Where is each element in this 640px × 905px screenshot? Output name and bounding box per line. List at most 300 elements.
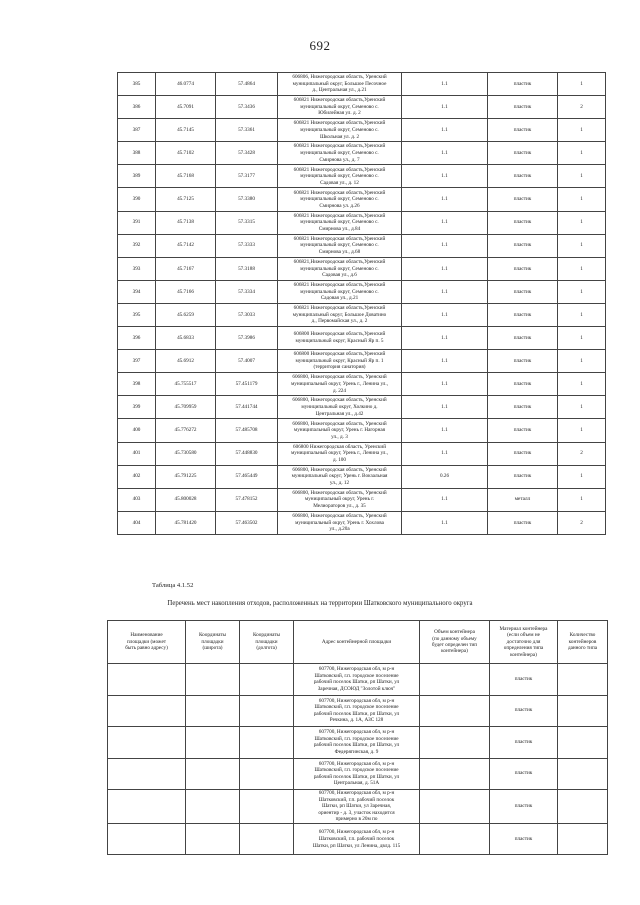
- address-cell-line: муниципальный округ, Урень г. Вокзальная: [291, 473, 388, 480]
- column-header: [490, 621, 558, 664]
- row-number-cell-line: 402: [132, 473, 141, 480]
- longitude-cell-line: 57.451179: [235, 380, 258, 387]
- latitude-cell-line: 45.7166: [177, 288, 194, 295]
- address-cell-line: муниципальный округ, Урень г., Ленина ул.,: [290, 380, 388, 387]
- address-cell-line: 606821 Нижегородская область,Уренский: [293, 305, 386, 312]
- column-header-line: достаточно для: [506, 638, 541, 645]
- address-cell: [278, 511, 402, 534]
- address-cell-line: 606821 Нижегородская область,Уренский: [293, 282, 386, 288]
- latitude-cell: [156, 419, 216, 442]
- longitude-cell: [240, 790, 294, 824]
- longitude-cell-line: 57.4007: [238, 357, 255, 364]
- latitude-cell: [156, 303, 216, 326]
- count-cell: [558, 142, 606, 165]
- volume-cell: [402, 188, 488, 211]
- count-cell-line: 2: [580, 450, 583, 457]
- count-cell: [558, 234, 606, 257]
- row-number-cell: [118, 442, 156, 465]
- column-header-line: площадки: [255, 638, 278, 645]
- table-row: [118, 488, 606, 511]
- address-cell: [278, 419, 402, 442]
- material-cell: [488, 96, 558, 119]
- longitude-cell: [240, 664, 294, 696]
- page-number: 692: [309, 38, 331, 53]
- address-cell-line: муниципальный округ, Урень г. Нагорная: [293, 427, 386, 434]
- material-cell-line: пластик: [514, 738, 533, 745]
- row-number-cell: [118, 303, 156, 326]
- longitude-cell-line: 57.465449: [235, 473, 258, 480]
- address-cell: [278, 350, 402, 373]
- row-number-cell: [118, 373, 156, 396]
- row-number-cell-line: 390: [132, 196, 141, 203]
- count-cell-line: 1: [580, 288, 583, 295]
- row-number-cell-line: 401: [132, 450, 141, 457]
- count-cell: [558, 280, 606, 303]
- volume-cell-line: 1.1: [441, 173, 448, 180]
- material-cell-line: пластик: [514, 707, 533, 714]
- address-cell-line: муниципальный округ, Семеново с.: [300, 242, 379, 249]
- table-row: [108, 727, 608, 759]
- volume-cell: [402, 511, 488, 534]
- table-row: [118, 350, 606, 373]
- longitude-cell: [216, 373, 278, 396]
- table-row: [118, 396, 606, 419]
- longitude-cell: [240, 823, 294, 855]
- latitude-cell-line: 46.0774: [177, 80, 194, 87]
- count-cell-line: 1: [580, 150, 583, 157]
- longitude-cell: [216, 73, 278, 96]
- column-header-line: (по данному объему: [432, 635, 477, 642]
- address-cell-line: 606800, Нижегородская область, Уренский: [292, 374, 387, 381]
- address-cell: [294, 664, 420, 696]
- column-header-line: контейнера): [510, 651, 537, 658]
- material-cell-line: пластик: [514, 835, 533, 842]
- table-row: [108, 790, 608, 824]
- material-cell: [490, 790, 558, 824]
- count-cell: [558, 727, 608, 759]
- address-cell: [278, 142, 402, 165]
- material-cell: [488, 211, 558, 234]
- volume-cell: [402, 373, 488, 396]
- material-cell-line: пластик: [513, 103, 532, 110]
- latitude-cell-line: 45.6259: [177, 311, 194, 318]
- address-cell-line: муниципальный округ, Семеново с.: [300, 265, 379, 272]
- row-number-cell-line: 404: [132, 519, 141, 526]
- row-number-cell: [118, 73, 156, 96]
- material-cell-line: пластик: [514, 770, 533, 777]
- volume-cell: [402, 442, 488, 465]
- material-cell: [488, 165, 558, 188]
- table-row: [108, 695, 608, 727]
- count-cell: [558, 465, 606, 488]
- address-cell-line: муниципальный округ, Семеново с.: [300, 288, 379, 295]
- longitude-cell-line: 57.478152: [235, 496, 258, 503]
- address-cell-line: Смирнова ул. д.26: [319, 202, 360, 209]
- longitude-cell: [240, 727, 294, 759]
- row-number-cell-line: 403: [132, 496, 141, 503]
- count-cell-line: 1: [580, 80, 583, 87]
- material-cell: [488, 396, 558, 419]
- longitude-cell: [216, 119, 278, 142]
- volume-cell: [402, 165, 488, 188]
- volume-cell-line: 1.1: [441, 196, 448, 203]
- address-cell: [278, 234, 402, 257]
- address-cell-line: муниципальный округ, Семеново с.: [300, 173, 379, 180]
- address-cell-line: 606821 Нижегородская область,Уренский: [293, 143, 386, 150]
- row-number-cell: [118, 142, 156, 165]
- address-cell-line: муниципальный округ, Красный Яр п. 1: [295, 357, 384, 364]
- latitude-cell-line: 45.7168: [177, 173, 194, 180]
- longitude-cell: [216, 96, 278, 119]
- material-cell-line: пластик: [513, 380, 532, 387]
- count-cell: [558, 303, 606, 326]
- count-cell: [558, 511, 606, 534]
- latitude-cell-line: 45.776272: [174, 427, 197, 434]
- longitude-cell: [216, 188, 278, 211]
- waste-sites-table-uren: [117, 72, 606, 535]
- column-header-line: данного типа: [567, 645, 598, 652]
- volume-cell-line: 1.1: [441, 150, 448, 157]
- address-cell-line: 606821 Нижегородская область,Уренский: [293, 235, 386, 242]
- site-name-cell: [108, 695, 186, 727]
- address-cell-line: муниципальный округ, Семеново с.: [300, 219, 379, 226]
- row-number-cell: [118, 511, 156, 534]
- column-header: [186, 621, 240, 664]
- address-cell: [278, 465, 402, 488]
- longitude-cell: [216, 396, 278, 419]
- count-cell-line: 1: [580, 311, 583, 318]
- row-number-cell: [118, 488, 156, 511]
- address-cell-line: 607700, Нижегородская обл, м р-н: [318, 729, 395, 736]
- address-cell-line: Федерягинская, д. 9: [334, 748, 379, 755]
- latitude-cell-line: 45.709959: [174, 404, 197, 411]
- volume-cell-line: 1.1: [441, 311, 448, 318]
- material-cell-line: пластик: [513, 311, 532, 318]
- site-name-cell: [108, 664, 186, 696]
- volume-cell-line: 1.1: [441, 242, 448, 249]
- column-header-line: Координаты: [252, 632, 281, 639]
- address-cell: [294, 758, 420, 790]
- address-cell-line: 606800, Нижегородская область, Уренский: [292, 397, 387, 404]
- material-cell-line: пластик: [513, 126, 532, 133]
- address-cell-line: Речкина, д. 1А, АЗС 128: [329, 717, 384, 724]
- row-number-cell: [118, 465, 156, 488]
- longitude-cell-line: 57.3333: [238, 242, 255, 249]
- column-header: [294, 621, 420, 664]
- volume-cell-line: 1.1: [441, 519, 448, 526]
- latitude-cell-line: 45.6833: [177, 334, 194, 341]
- address-cell-line: 607700, Нижегородская обл, м р-н: [318, 790, 395, 796]
- latitude-cell-line: 45.6912: [177, 357, 194, 364]
- volume-cell: [420, 758, 490, 790]
- row-number-cell: [118, 211, 156, 234]
- count-cell: [558, 396, 606, 419]
- longitude-cell-line: 57.3188: [238, 265, 255, 272]
- address-cell: [278, 73, 402, 96]
- volume-cell: [402, 465, 488, 488]
- count-cell-line: 1: [580, 496, 583, 503]
- count-cell: [558, 442, 606, 465]
- site-name-cell: [108, 790, 186, 824]
- table-row: [118, 442, 606, 465]
- longitude-cell-line: 57.485708: [235, 427, 258, 434]
- count-cell: [558, 327, 606, 350]
- row-number-cell-line: 386: [132, 103, 141, 110]
- address-cell-line: Школьная ул. д. 2: [319, 133, 360, 140]
- row-number-cell: [118, 257, 156, 280]
- address-cell-line: Шатковский, г.п. рабочий поселок: [318, 796, 395, 803]
- table-row: [108, 823, 608, 855]
- count-cell-line: 1: [580, 427, 583, 434]
- longitude-cell-line: 57.441744: [235, 404, 258, 411]
- longitude-cell-line: 57.3315: [238, 219, 255, 226]
- address-cell-line: муниципальный округ, Урень г., Ленина ул.,: [290, 450, 388, 457]
- volume-cell: [420, 790, 490, 824]
- longitude-cell-line: 57.3361: [238, 126, 255, 133]
- volume-cell: [402, 257, 488, 280]
- count-cell-line: 1: [580, 196, 583, 203]
- material-cell: [488, 373, 558, 396]
- row-number-cell: [118, 327, 156, 350]
- material-cell: [488, 442, 558, 465]
- row-number-cell: [118, 96, 156, 119]
- longitude-cell: [240, 758, 294, 790]
- table-row: [118, 188, 606, 211]
- column-header-line: контейнеров: [568, 638, 597, 645]
- address-cell-line: 606821 Нижегородская область,Уренский: [293, 212, 386, 219]
- latitude-cell-line: 45.7167: [177, 265, 194, 272]
- address-cell-line: Шатковский, г.п. городское поселение: [314, 672, 399, 679]
- table-row: [118, 303, 606, 326]
- address-cell: [278, 211, 402, 234]
- volume-cell: [402, 234, 488, 257]
- longitude-cell-line: 57.3436: [238, 103, 255, 110]
- column-header-line: определения типа: [503, 645, 544, 652]
- address-cell: [294, 790, 420, 824]
- address-cell-line: 606800 Нижегородская область,Уренский: [293, 351, 386, 358]
- volume-cell: [402, 488, 488, 511]
- volume-cell: [402, 350, 488, 373]
- address-cell-line: рабочий поселок Шатки, рп Шатки, ул: [313, 679, 400, 686]
- count-cell-line: 1: [580, 242, 583, 249]
- row-number-cell: [118, 234, 156, 257]
- count-cell: [558, 350, 606, 373]
- latitude-cell-line: 45.7125: [177, 196, 194, 203]
- volume-cell: [402, 142, 488, 165]
- volume-cell-line: 1.1: [441, 80, 448, 87]
- material-cell: [488, 234, 558, 257]
- count-cell-line: 2: [580, 103, 583, 110]
- count-cell-line: 1: [580, 173, 583, 180]
- count-cell-line: 1: [580, 473, 583, 480]
- address-cell-line: Шатковский, г.п. рабочий поселок: [318, 835, 395, 842]
- column-header-line: площадки: [201, 638, 224, 645]
- volume-cell: [402, 327, 488, 350]
- column-header-line: Наименование: [130, 632, 163, 639]
- volume-cell: [402, 211, 488, 234]
- longitude-cell-line: 57.3986: [238, 334, 255, 341]
- address-cell-line: Садовая ул., д. 12: [320, 179, 359, 186]
- column-header-line: площадки (может: [126, 638, 167, 645]
- address-cell-line: Смирнова ул., д.68: [318, 249, 361, 255]
- address-cell: [278, 396, 402, 419]
- address-cell-line: ул., д.20а: [329, 526, 350, 533]
- longitude-cell-line: 57.3428: [238, 150, 255, 157]
- longitude-cell: [216, 350, 278, 373]
- address-cell: [278, 280, 402, 303]
- address-cell-line: муниципальный округ, Урень г.: [304, 496, 375, 503]
- latitude-cell: [186, 758, 240, 790]
- column-header-line: Координаты: [198, 632, 227, 639]
- address-cell-line: муниципальный округ, Холкино д.: [301, 404, 378, 411]
- address-cell-line: 606821 Нижегородская область,Уренский: [293, 97, 386, 104]
- count-cell-line: 1: [580, 265, 583, 272]
- volume-cell-line: 1.1: [441, 334, 448, 341]
- row-number-cell-line: 394: [132, 288, 141, 295]
- row-number-cell-line: 392: [132, 242, 141, 249]
- material-cell: [488, 142, 558, 165]
- longitude-cell: [216, 511, 278, 534]
- latitude-cell: [156, 73, 216, 96]
- volume-cell: [402, 119, 488, 142]
- material-cell-line: пластик: [513, 242, 532, 249]
- material-cell: [488, 350, 558, 373]
- longitude-cell-line: 57.448830: [235, 450, 258, 457]
- material-cell-line: пластик: [513, 80, 532, 87]
- material-cell-line: пластик: [513, 150, 532, 157]
- table-row: [118, 419, 606, 442]
- material-cell: [490, 727, 558, 759]
- row-number-cell-line: 397: [132, 357, 141, 364]
- longitude-cell: [216, 211, 278, 234]
- count-cell-line: 1: [580, 380, 583, 387]
- table-row: [118, 511, 606, 534]
- count-cell: [558, 257, 606, 280]
- address-cell-line: д. 100: [332, 456, 346, 463]
- material-cell: [488, 280, 558, 303]
- count-cell-line: 1: [580, 334, 583, 341]
- longitude-cell: [216, 257, 278, 280]
- volume-cell-line: 1.1: [441, 357, 448, 364]
- volume-cell-line: 1.1: [441, 450, 448, 457]
- table-row: [108, 758, 608, 790]
- material-cell: [488, 119, 558, 142]
- volume-cell-line: 1.1: [441, 496, 448, 503]
- address-cell: [294, 695, 420, 727]
- count-cell: [558, 695, 608, 727]
- address-cell-line: 607700, Нижегородская обл, м р-н: [318, 760, 395, 767]
- latitude-cell-line: 45.755517: [174, 380, 197, 387]
- column-header-line: быть равно адресу): [125, 645, 168, 652]
- address-cell-line: Шатковский, г.п. городское поселение: [314, 735, 399, 742]
- volume-cell-line: 0.26: [439, 473, 450, 480]
- site-name-cell: [108, 758, 186, 790]
- address-cell-line: (территория санатория): [313, 364, 366, 371]
- address-cell-line: муниципальный округ, Семеново с.: [300, 150, 379, 157]
- material-cell: [488, 419, 558, 442]
- address-cell: [278, 96, 402, 119]
- material-cell: [488, 465, 558, 488]
- latitude-cell: [156, 465, 216, 488]
- volume-cell-line: 1.1: [441, 103, 448, 110]
- material-cell-line: пластик: [513, 473, 532, 480]
- latitude-cell: [156, 442, 216, 465]
- material-cell-line: пластик: [513, 196, 532, 203]
- table-row: [118, 96, 606, 119]
- material-cell: [490, 823, 558, 855]
- row-number-cell: [118, 396, 156, 419]
- latitude-cell: [156, 142, 216, 165]
- material-cell: [488, 257, 558, 280]
- longitude-cell: [216, 165, 278, 188]
- material-cell: [488, 488, 558, 511]
- count-cell: [558, 119, 606, 142]
- latitude-cell: [186, 727, 240, 759]
- latitude-cell: [186, 823, 240, 855]
- address-cell-line: 606800, Нижегородская область, Уренский: [292, 466, 387, 473]
- table-header-row: [108, 621, 608, 664]
- address-cell: [278, 188, 402, 211]
- table-subtitle: Перечень мест накопления отходов, расположенных на территории Шатковского муниципального округа: [167, 600, 473, 607]
- address-cell-line: 606800, Нижегородская область, Уренский: [292, 512, 387, 519]
- waste-sites-table-shatki: [107, 620, 608, 855]
- latitude-cell: [156, 373, 216, 396]
- address-cell: [278, 327, 402, 350]
- address-cell: [278, 488, 402, 511]
- material-cell-line: пластик: [513, 519, 532, 526]
- longitude-cell: [216, 327, 278, 350]
- latitude-cell: [156, 234, 216, 257]
- address-cell-line: муниципальный округ, Большое Песочное: [292, 80, 387, 87]
- row-number-cell: [118, 119, 156, 142]
- count-cell-line: 1: [580, 126, 583, 133]
- latitude-cell: [156, 188, 216, 211]
- address-cell: [278, 119, 402, 142]
- latitude-cell: [156, 119, 216, 142]
- column-header: [108, 621, 186, 664]
- volume-cell: [402, 303, 488, 326]
- address-cell-line: муниципальный округ, Семеново с.: [300, 126, 379, 133]
- address-cell-line: 606821 Нижегородская область,Уренский: [293, 166, 386, 173]
- volume-cell-line: 1.1: [441, 126, 448, 133]
- address-cell-line: Юбилейная ул. д. 2: [318, 110, 361, 117]
- latitude-cell: [156, 350, 216, 373]
- address-cell-line: 606821 Нижегородская область,Уренский: [293, 120, 386, 127]
- row-number-cell-line: 399: [132, 404, 141, 411]
- latitude-cell: [156, 165, 216, 188]
- material-cell-line: металл: [514, 496, 531, 503]
- column-header-line: Количество: [569, 632, 596, 639]
- address-cell-line: 606806, Нижегородская область, Уренский: [292, 74, 387, 81]
- table-row: [118, 211, 606, 234]
- material-cell-line: пластик: [513, 288, 532, 295]
- volume-cell-line: 1.1: [441, 427, 448, 434]
- volume-cell: [420, 695, 490, 727]
- address-cell-line: Шатки, рп Шатки, ул Ленина, двлд. 115: [312, 842, 401, 849]
- table-row: [118, 165, 606, 188]
- address-cell-line: 607700, Нижегородская обл, м р-н: [318, 829, 395, 836]
- address-cell-line: ориентир - д. 3, участок находится: [318, 809, 395, 816]
- column-header-line: контейнера): [441, 648, 468, 655]
- address-cell-line: 606800 Нижегородская область, Уренский: [293, 443, 386, 450]
- column-header-line: (долгота): [256, 645, 277, 652]
- longitude-cell: [216, 488, 278, 511]
- longitude-cell-line: 57.463502: [235, 519, 258, 526]
- longitude-cell-line: 57.3177: [238, 173, 255, 180]
- latitude-cell-line: 45.791225: [174, 473, 197, 480]
- latitude-cell: [156, 96, 216, 119]
- table-row: [118, 119, 606, 142]
